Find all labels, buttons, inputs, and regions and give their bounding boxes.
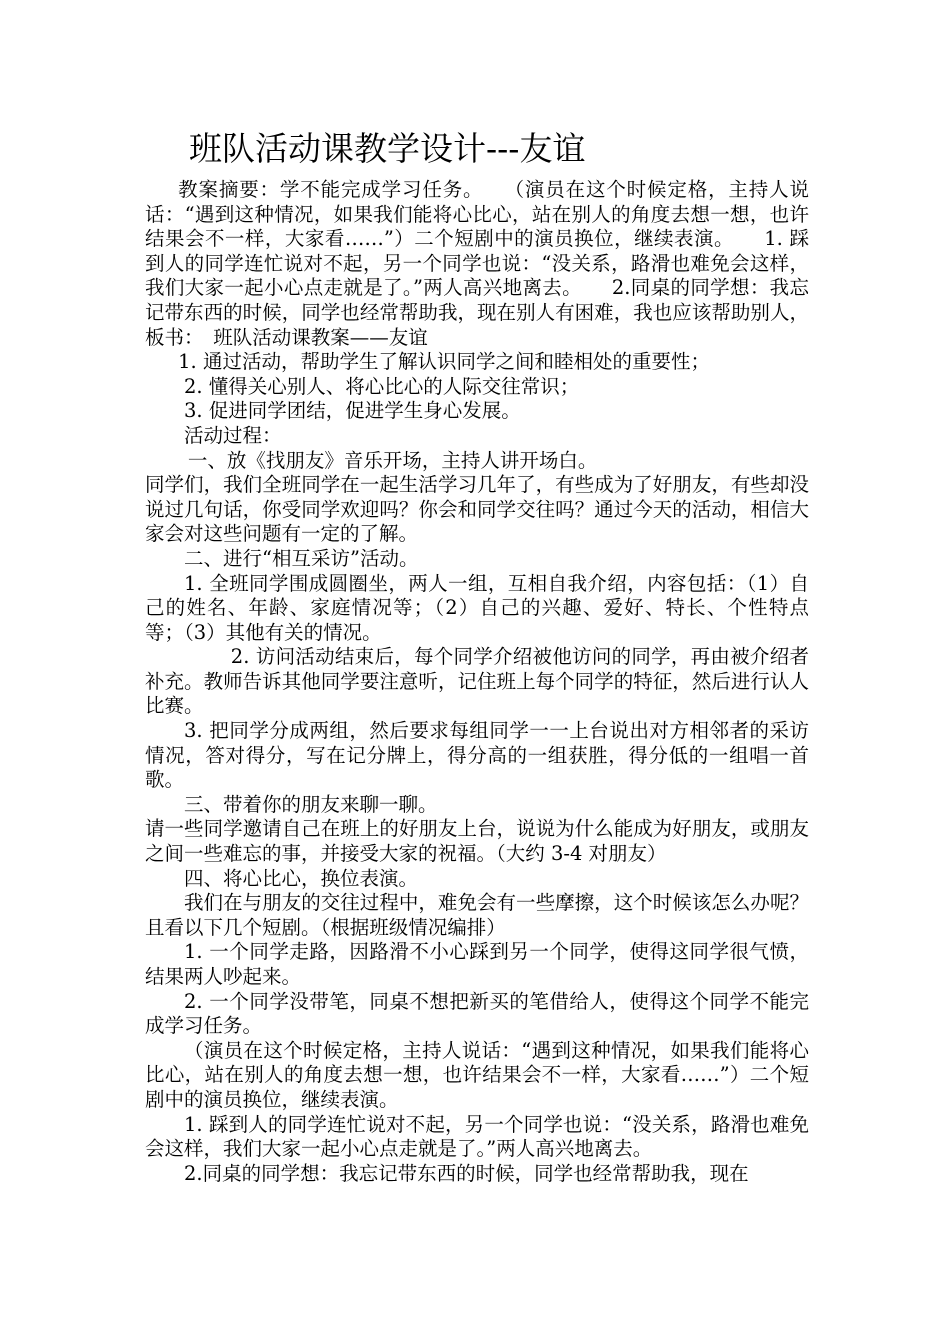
goal-item-1: 1. 通过活动，帮助学生了解认识同学之间和睦相处的重要性； [178,350,710,374]
goal-item-2: 2. 懂得关心别人、将心比心的人际交往常识； [184,374,580,398]
step2-item-1: 1. 全班同学围成圆圈坐，两人一组，互相自我介绍，内容包括：（1）自己的姓名、年龄、家庭情况等；（2）自己的兴趣、爱好、特长、个性特点等；（3）其他有关的情况。 [145,571,809,644]
document-body [145,178,809,1186]
step3-text: 请一些同学邀请自己在班上的好朋友上台，说说为什么能成为好朋友，或朋友之间一些难忘的事，并接受大家的祝福。（大约 3-4 对朋友） [145,817,809,866]
step2-item-2: 2. 访问活动结束后，每个同学介绍被他访问的同学，再由被介绍者补充。教师告诉其他同学要注意听，记住班上每个同学的特征，然后进行认人比赛。 [145,645,809,718]
pause-note: （演员在这个时候定格，主持人说话：“遇到这种情况，如果我们能将心比心，站在别人的角度去想一想，也许结果会不一样，大家看……”）二个短剧中的演员换位，继续表演。 [145,1038,809,1111]
skit-2: 2. 一个同学没带笔，同桌不想把新买的笔借给人，使得这个同学不能完成学习任务。 [145,989,809,1038]
step4-heading: 四、将心比心，换位表演。 [184,866,419,890]
step2-heading: 二、进行“相互采访”活动。 [184,546,419,570]
abstract-paragraph: 教案摘要：学不能完成学习任务。 （演员在这个时候定格，主持人说话：“遇到这种情况，如果我们能将心比心，站在别人的角度去想一想，也许结果会不一样，大家看……”）二个短剧中的演员换位，继续表演。 1. 踩到人的同学连忙说对不起，另一个同学也说：“没关系，路滑也难免会这样，我们大家一起小心点走就是了。”两人高兴地离去。 2.同桌的同学想：我忘记带东西的时候，同学也经常帮助我，现在别人有困难，我也应该帮助别人，板书： 班队活动课教案——友谊 [145,178,809,349]
document-title: 班队活动课教学设计---友谊 [189,129,586,168]
swap-1: 1. 踩到人的同学连忙说对不起，另一个同学也说：“没关系，路滑也难免会这样，我们大家一起小心点走就是了。”两人高兴地离去。 [145,1112,809,1161]
step2-item-3: 3. 把同学分成两组，然后要求每组同学一一上台说出对方相邻者的采访情况，答对得分，写在记分牌上，得分高的一组获胜，得分低的一组唱一首歌。 [145,719,809,792]
process-label: 活动过程： [184,423,282,447]
skit-1: 1. 一个同学走路，因路滑不小心踩到另一个同学，使得这同学很气愤，结果两人吵起来。 [145,940,809,988]
step1-text: 同学们，我们全班同学在一起生活学习几年了，有些成为了好朋友，有些却没说过几句话，你受同学欢迎吗？你会和同学交往吗？通过今天的活动，相信大家会对这些问题有一定的了解。 [145,473,809,546]
step4-intro: 我们在与朋友的交往过程中，难免会有一些摩擦，这个时候该怎么办呢？且看以下几个短剧。（根据班级情况编排） [145,891,809,939]
step1-heading: 一、放《找朋友》音乐开场，主持人讲开场白。 [187,448,598,472]
step3-heading: 三、带着你的朋友来聊一聊。 [184,792,438,816]
swap-2: 2.同桌的同学想：我忘记带东西的时候，同学也经常帮助我，现在 [184,1161,749,1185]
goal-item-3: 3. 促进同学团结，促进学生身心发展。 [184,399,521,423]
